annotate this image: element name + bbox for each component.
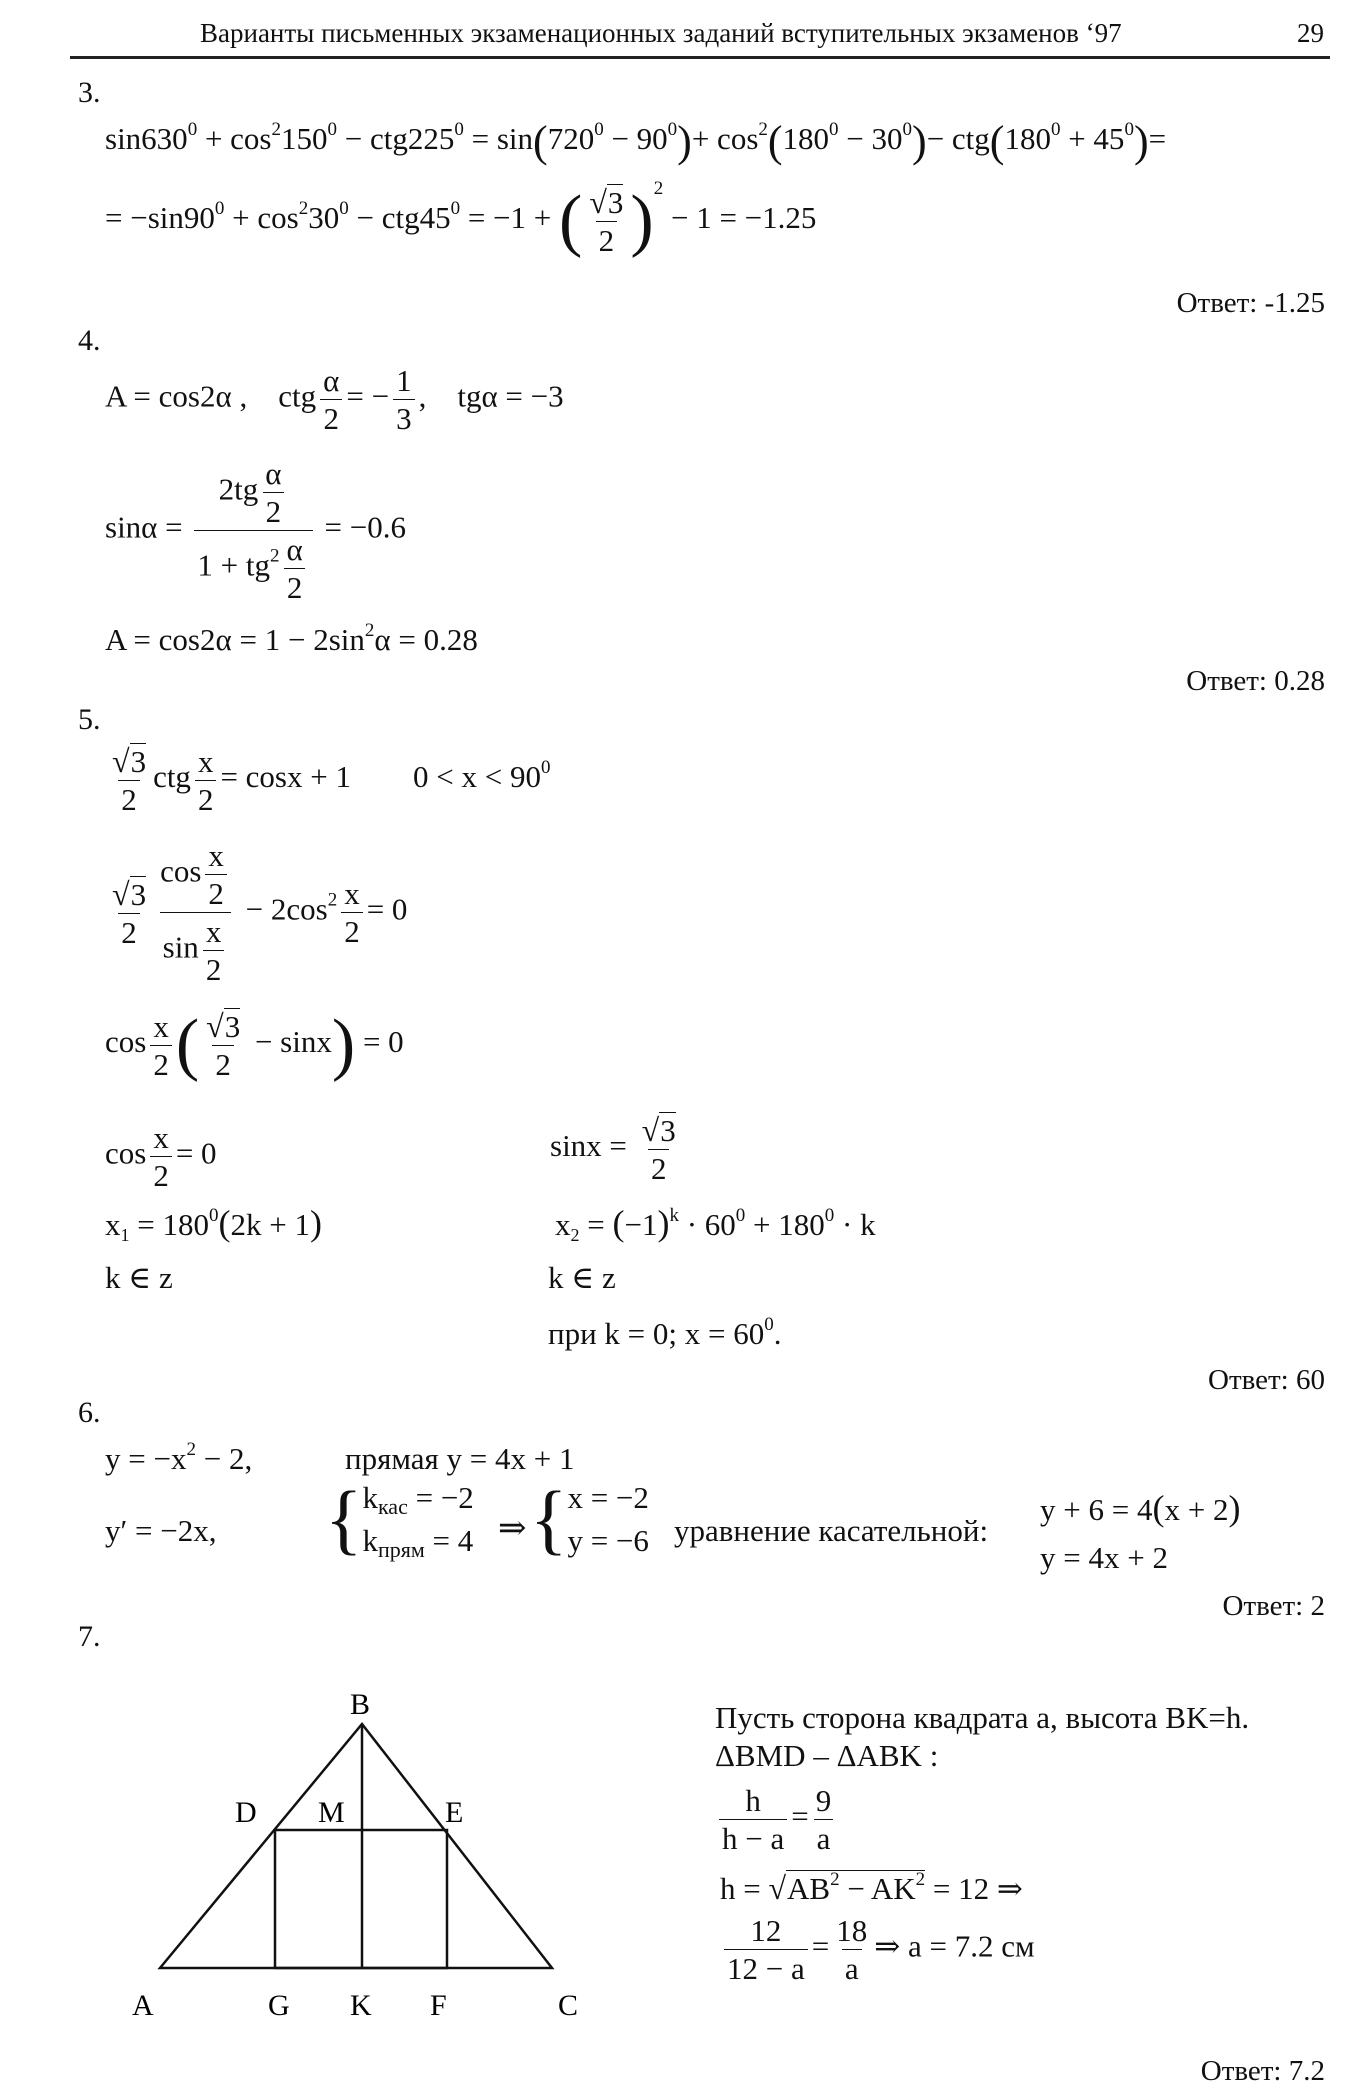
problem-5-k-zero-text: при k = 0; x = 60 [548, 1316, 765, 1351]
problem-4-answer: Ответ: 0.28 [1186, 665, 1325, 697]
problem-4-number: 4. [78, 324, 101, 357]
label-a: A [132, 1989, 154, 2020]
problem-5-x2: $x_2 = (-1)^k \cdot 60^0 + 180^0 \cdot k$ [555, 1203, 876, 1245]
problem-7-height: $h = √AB^2 - AK^2 = 12$ ⇒ [720, 1869, 1023, 1906]
problem-6-number: 6. [78, 1396, 101, 1429]
problem-3-number: 3. [78, 76, 101, 109]
label-m: M [318, 1796, 345, 1829]
problem-5-k-in-z-2: k ∈ z [548, 1260, 616, 1295]
triangle-abc [160, 1724, 552, 1968]
problem-7-solve: $\frac{12}{12 - a}$ = $\frac{18}{a}$ ⇒ a = 7.2 см [720, 1915, 1035, 1984]
problem-6-answer: Ответ: 2 [1222, 1590, 1325, 1622]
problem-5-case-1: cos $\frac{x}{2}$ = 0 [105, 1120, 217, 1193]
problem-7-result: ⇒ a = 7.2 см [874, 1928, 1035, 1964]
label-c: C [558, 1989, 579, 2020]
problem-6-tangent-eq-2: y = 4x + 2 [1040, 1540, 1168, 1575]
triangle-figure [120, 1680, 620, 2020]
problem-3-answer: Ответ: -1.25 [1176, 287, 1325, 319]
header-title: Варианты письменных экзаменационных заданий вступительных экзаменов ‘97 [200, 18, 1122, 48]
problem-7-answer: Ответ: 7.2 [1200, 2055, 1325, 2087]
problem-3-line-1: $\sin 630^0 + \cos^2150^0 - ctg225^0 = \sin(720^0 - 90^0)+ \cos^2(180^0 - 30^0)- ctg(180^0 + 45^0)=$ [105, 117, 1167, 166]
problem-5-equation: $\frac{√3}{2}$ ctg $\frac{x}{2}$ = cosx + 1 $0 < x < 90^0$ [112, 743, 551, 817]
label-d: D [235, 1796, 257, 1829]
problem-5-k-zero: при k = 0; $x = 60^0$. [548, 1314, 782, 1351]
page-number: 29 [1297, 18, 1324, 48]
problem-6-implies: ⇒ [498, 1510, 527, 1547]
problem-6-system-1: { $k_{кас} = -2$ $k_{прям} = 4$ [325, 1475, 474, 1562]
problem-7-number: 7. [78, 1620, 101, 1653]
problem-5-k-in-z-1: k ∈ z [105, 1260, 173, 1295]
problem-6-function: $y = -x^2 - 2$, [105, 1439, 253, 1476]
problem-6-derivative: y′ = −2x, [105, 1513, 217, 1548]
problem-5-x1: $x_1 = 180^0(2k + 1)$ [105, 1203, 322, 1245]
problem-4-given: A = cos2α , ctg $\frac{\alpha}{2}$ = − $\frac{1}{3}$ , tgα = −3 [105, 363, 564, 436]
problem-6-tangent-eq-1: y + 6 = 4(x + 2) [1040, 1488, 1241, 1528]
page-header [70, 14, 1330, 59]
problem-5-number: 5. [78, 703, 101, 736]
label-f: F [430, 1989, 447, 2020]
label-b: B [350, 1688, 371, 1721]
problem-4-sin: sinα = 2tg $\frac{\alpha}{2}$ $1 + tg^2$ $\frac{\alpha}{2}$ = −0.6 [105, 456, 406, 605]
label-k: K [350, 1989, 372, 2020]
problem-7-ratio: $\frac{h}{h - a}$ = $\frac{9}{a}$ [715, 1785, 838, 1854]
problem-6-tangent-label: уравнение касательной: [674, 1513, 989, 1548]
problem-4-result: $A = \cos 2\alpha = 1 - 2\sin^2\alpha = 0.28$ [105, 620, 478, 657]
problem-5-step-2: cos $\frac{x}{2}$ ( $\frac{√3}{2}$ − sinx) = 0 [105, 1006, 404, 1083]
problem-5-answer: Ответ: 60 [1208, 1364, 1325, 1396]
problem-5-step-1: $\frac{√3}{2}$ cos $\frac{x}{2}$ sin $\frac{x}{2}$ − $2\cos^2$ $\frac{x}{2}$ = 0 [112, 838, 408, 987]
problem-6-line: прямая y = 4x + 1 [345, 1441, 575, 1476]
problem-7-similar: ΔBMD – ΔABK : [715, 1738, 939, 1773]
problem-6-system-2: { x = −2 y = −6 [530, 1475, 649, 1562]
problem-7-text-1: Пусть сторона квадрата a, высота BK=h. [715, 1700, 1250, 1735]
label-g: G [268, 1989, 290, 2020]
label-e: E [445, 1796, 464, 1829]
problem-3-line-2: = $-\sin 90^0 + \cos^230^0 - ctg45^0 = -1$ + ( $\frac{√3}{2}$ )$^2$ − 1 = −1.25 [105, 178, 817, 259]
problem-5-case-2: sinx = $\frac{√3}{2}$ [550, 1112, 676, 1186]
